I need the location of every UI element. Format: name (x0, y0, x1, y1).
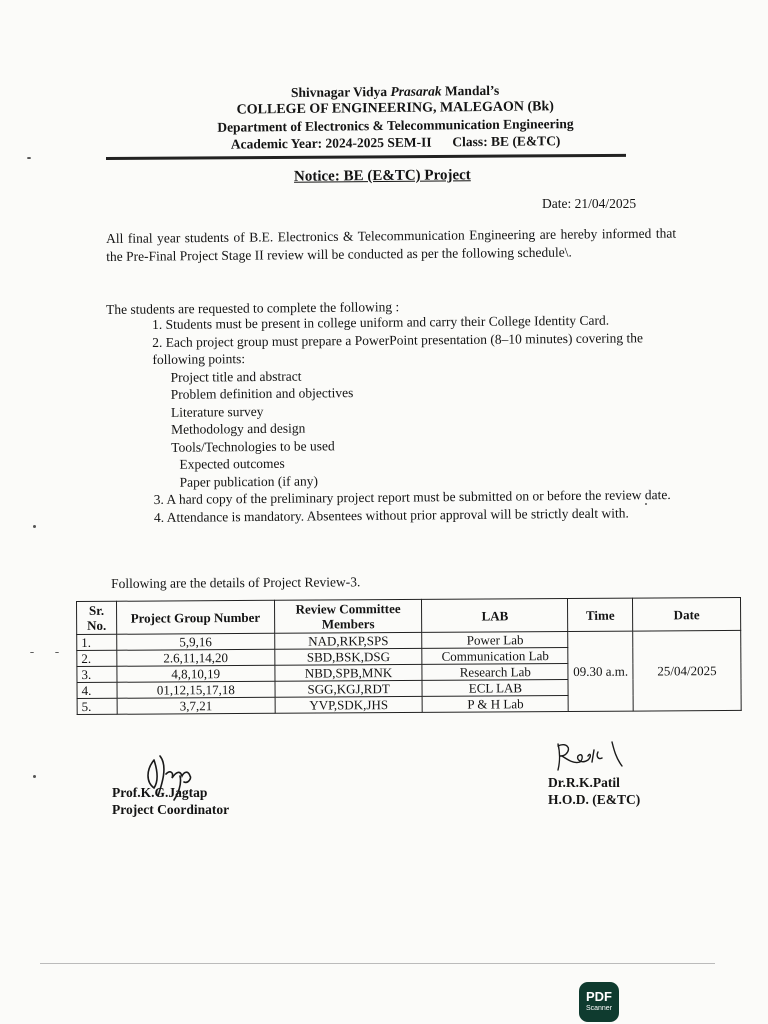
cell-lab: Communication Lab (422, 647, 568, 664)
point-item: Literature survey (170, 403, 264, 420)
cell-time: 09.30 a.m. (568, 631, 633, 711)
college-name: COLLEGE OF ENGINEERING, MALEGAON (Bk) (236, 99, 554, 118)
review-schedule-table (76, 597, 742, 715)
cell-group: 01,12,15,17,18 (117, 681, 275, 698)
review-details-intro: Following are the details of Project Review-3. (111, 574, 361, 591)
point-item: Project title and abstract (170, 368, 302, 385)
instruction-2: 2. Each project group must prepare a PowerPoint presentation (8–10 minutes) covering the following points: (152, 329, 644, 367)
instruction-list (152, 311, 684, 526)
point-item: Tools/Technologies to be used (171, 437, 335, 455)
society-name: Shivnagar Vidya Prasarak Mandal’s (290, 82, 500, 101)
instruction-4: 4. Attendance is mandatory. Absentees without prior approval will be strictly dealt with. (153, 504, 629, 525)
pdf-badge-label: PDF (586, 989, 612, 1004)
cell-lab: Power Lab (422, 631, 568, 648)
cell-members: SBD,BSK,DSG (274, 648, 422, 665)
col-header-group: Project Group Number (116, 600, 274, 634)
cell-group: 2.6,11,14,20 (117, 649, 275, 666)
header-divider (106, 154, 626, 160)
coordinator-role: Project Coordinator (112, 802, 230, 817)
cell-date: 25/04/2025 (633, 630, 741, 711)
pdf-scanner-badge[interactable] (579, 982, 619, 1022)
cell-sr: 2. (77, 650, 117, 666)
institution-header (100, 80, 691, 154)
hod-name: Dr.R.K.Patil (548, 775, 620, 790)
cell-group: 4,8,10,19 (117, 665, 275, 682)
department-name: Department of Electronics & Telecommunication Engineering (217, 116, 574, 135)
hod-role: H.O.D. (E&TC) (548, 792, 641, 807)
coordinator-signature-block (112, 784, 229, 818)
table-header-row (77, 597, 741, 634)
instruction-3: 3. A hard copy of the preliminary project report must be submitted on or before the review date. (153, 487, 671, 507)
cell-lab: P & H Lab (423, 695, 569, 712)
cell-lab: Research Lab (422, 663, 568, 680)
notice-date: Date: 21/04/2025 (542, 196, 637, 211)
scan-speck (30, 652, 34, 653)
cell-sr: 3. (77, 666, 117, 682)
cell-sr: 1. (77, 634, 117, 650)
cell-members: YVP,SDK,JHS (275, 696, 423, 713)
scan-speck (33, 525, 36, 528)
cell-members: NBD,SPB,MNK (275, 664, 423, 681)
point-item: Methodology and design (171, 420, 306, 437)
coordinator-name: Prof.K.G.Jagtap (112, 785, 208, 800)
scan-speck (33, 775, 36, 778)
cell-members: NAD,RKP,SPS (274, 632, 422, 649)
cell-sr: 5. (77, 698, 117, 714)
pdf-badge-sublabel: Scanner (585, 1005, 613, 1012)
col-header-members: Review Committee Members (274, 599, 422, 633)
scan-speck (27, 157, 31, 159)
col-header-time: Time (568, 598, 633, 631)
cell-members: SGG,KGJ,RDT (275, 680, 423, 697)
requested-line: The students are requested to complete the following : (106, 299, 400, 317)
point-item: Expected outcomes (179, 455, 285, 472)
hod-signature-block (548, 774, 640, 808)
intro-paragraph: All final year students of B.E. Electronics & Telecommunication Engineering are hereby informed that the Pre-Final Project Stage II review will be conducted as per the following schedule\. (106, 225, 677, 264)
point-item: Paper publication (if any) (179, 472, 319, 490)
cell-group: 3,7,21 (117, 697, 275, 714)
point-item: Problem definition and objectives (170, 385, 354, 402)
col-header-date: Date (633, 597, 741, 631)
col-header-sr: Sr. No. (77, 601, 117, 634)
hod-signature-icon (552, 738, 638, 774)
cell-sr: 4. (77, 682, 117, 698)
page-bottom-edge (40, 963, 715, 964)
academic-year: Academic Year: 2024-2025 SEM-II (230, 134, 432, 152)
col-header-lab: LAB (422, 598, 568, 632)
notice-title: Notice: BE (E&TC) Project (293, 167, 471, 185)
cell-lab: ECL LAB (422, 679, 568, 696)
instruction-1: 1. Students must be present in college uniform and carry their College Identity Card. (152, 312, 610, 332)
scan-speck (55, 652, 59, 653)
class-label: Class: BE (E&TC) (452, 133, 561, 150)
cell-group: 5,9,16 (117, 633, 275, 650)
